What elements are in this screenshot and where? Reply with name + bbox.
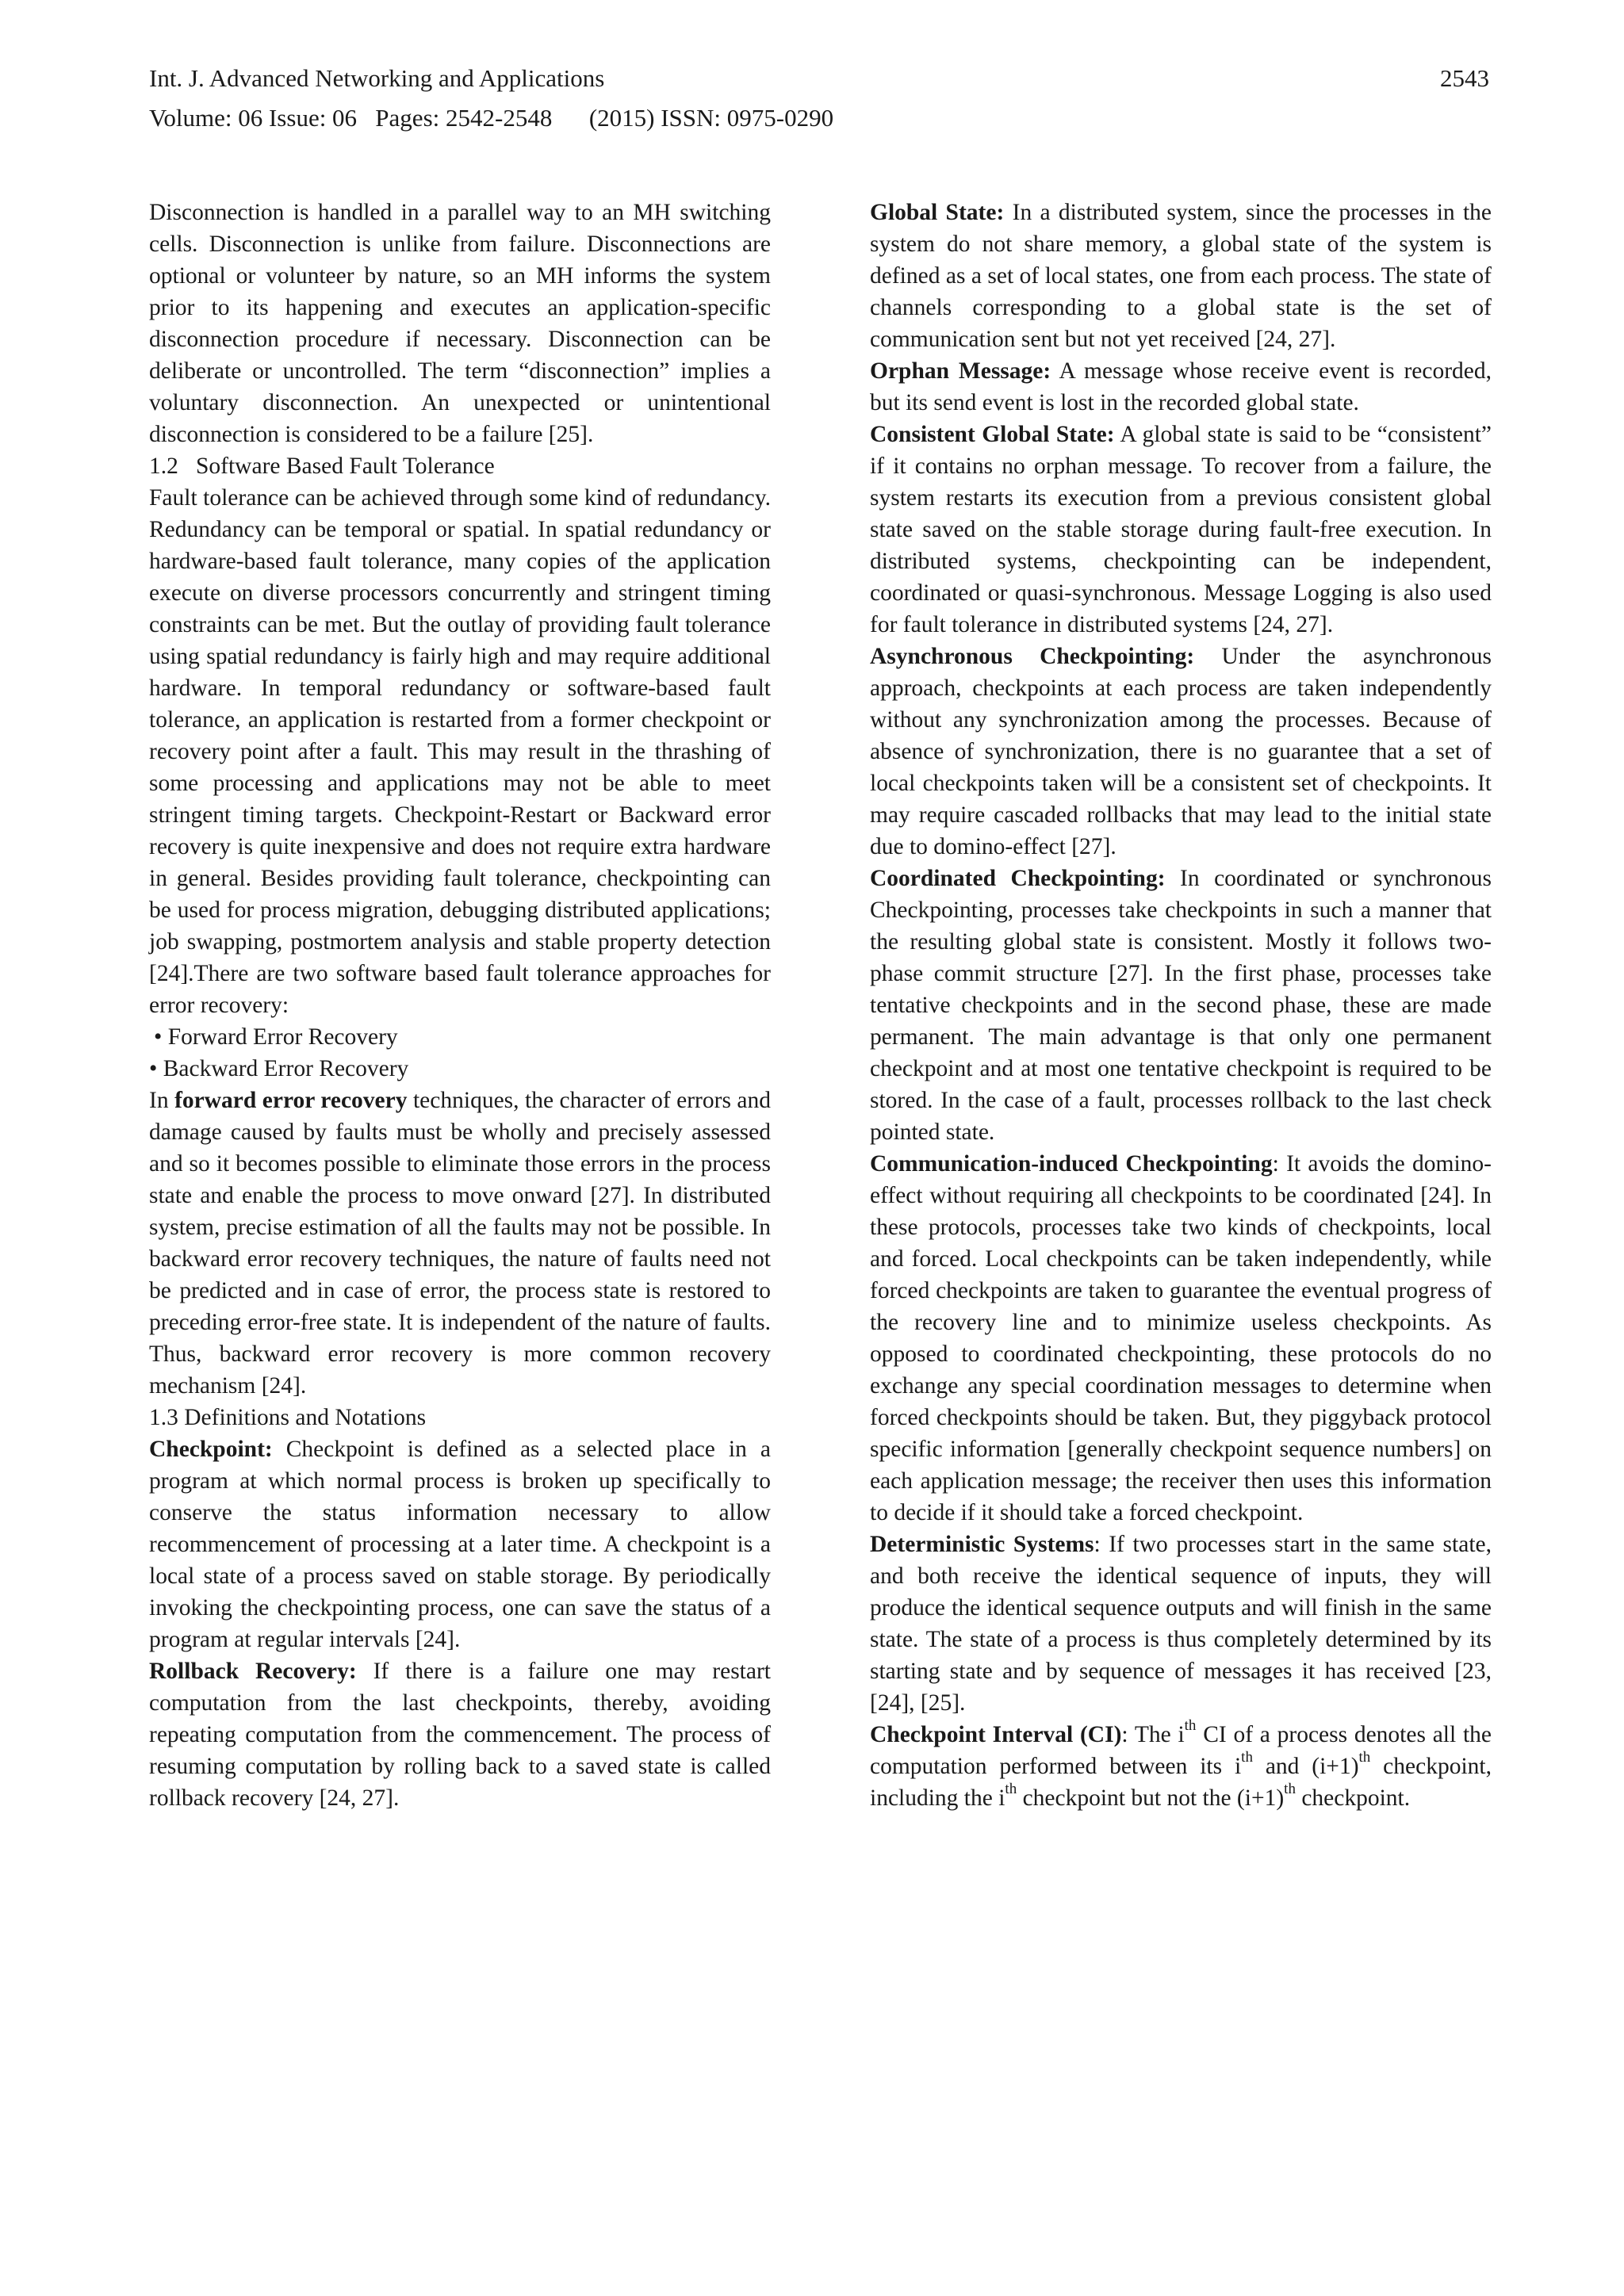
ci-text-6: checkpoint. [1295, 1785, 1411, 1811]
text-deterministic-systems: : If two processes start in the same state, and both receive the identical sequence of inputs, they will produce the identical sequence outputs and will finish in the same state. The state of a process is thus completely determined by its starting state and by sequence of messages it has received [23, [24], [25]. [870, 1532, 1492, 1716]
header-row-1 [149, 59, 1489, 98]
definition-orphan-message [870, 355, 1492, 419]
definition-rollback-recovery [149, 1655, 771, 1814]
fer-text: techniques, the character of errors and damage caused by faults must be wholly and precisely assessed and so it becomes possible to eliminate those errors in the process state and enable the process to move onward [27]. In distributed system, precise estimation of all the faults may not be possible. In backward error recovery techniques, the nature of faults need not be predicted and in case of error, the process state is restored to preceding error-free state. It is independent of the nature of faults. Thus, backward error recovery is more common recovery mechanism [24]. [149, 1088, 771, 1399]
volume-info: Volume: 06 Issue: 06 Pages: 2542-2548 (2015) ISSN: 0975-0290 [149, 104, 834, 132]
text-coordinated-checkpointing: In coordinated or synchronous Checkpointing, processes take checkpoints in such a manner that the resulting global state is consistent. Mostly it follows two-phase commit structure [27]. In the first phase, processes take tentative checkpoints and in the second phase, these are made permanent. The main advantage is that only one permanent checkpoint and at most one tentative checkpoint is required to be stored. In the case of a fault, processes rollback to the last check pointed state. [870, 866, 1492, 1145]
definition-asynchronous-checkpointing [870, 641, 1492, 863]
paragraph-forward-error-recovery [149, 1085, 771, 1402]
page-number: 2543 [1440, 64, 1489, 92]
ci-sup-2: th [1241, 1749, 1253, 1766]
definition-global-state [870, 197, 1492, 355]
term-rollback-recovery: Rollback Recovery: [149, 1659, 357, 1684]
term-asynchronous-checkpointing: Asynchronous Checkpointing: [870, 644, 1195, 669]
section-heading-1-3: 1.3 Definitions and Notations [149, 1405, 427, 1430]
fer-bold-term: forward error recovery [174, 1088, 408, 1113]
term-consistent-global-state: Consistent Global State: [870, 422, 1115, 447]
term-checkpoint: Checkpoint: [149, 1437, 273, 1462]
ci-text-2: CI of a process denotes all the computation performed between its i [870, 1722, 1492, 1779]
definition-checkpoint-interval [870, 1719, 1492, 1814]
definition-coordinated-checkpointing [870, 863, 1492, 1148]
term-coordinated-checkpointing: Coordinated Checkpointing: [870, 866, 1166, 891]
bullet-backward-error-recovery: • Backward Error Recovery [149, 1056, 409, 1081]
paragraph-disconnection: Disconnection is handled in a parallel way to an MH switching cells. Disconnection is unlike from failure. Disconnections are optional or volunteer by nature, so an MH informs the system prior to its happening and executes an application-specific disconnection procedure if necessary. Disconnection can be deliberate or uncontrolled. The term “disconnection” implies a voluntary disconnection. An unexpected or unintentional disconnection is considered to be a failure [25]. [149, 200, 771, 447]
definition-consistent-global-state [870, 419, 1492, 641]
right-column [870, 197, 1492, 1814]
text-consistent-global-state: A global state is said to be “consistent” if it contains no orphan message. To recover from a failure, the system restarts its execution from a previous consistent global state saved on the stable storage during fault-free execution. In distributed systems, checkpointing can be independent, coordinated or quasi-synchronous. Message Logging is also used for fault tolerance in distributed systems [24, 27]. [870, 422, 1492, 637]
ci-text-5: checkpoint but not the (i+1) [1017, 1785, 1285, 1811]
term-orphan-message: Orphan Message: [870, 358, 1051, 384]
bullet-forward-error-recovery: • Forward Error Recovery [154, 1024, 398, 1050]
ci-text-4: checkpoint, including the i [870, 1754, 1492, 1811]
definition-deterministic-systems [870, 1529, 1492, 1719]
ci-sup-1: th [1184, 1717, 1197, 1735]
text-communication-induced-checkpointing: : It avoids the domino-effect without requiring all checkpoints to be coordinated [24]. In these protocols, processes take two kinds of checkpoints, local and forced. Local checkpoints can be taken independently, while forced checkpoints are taken to guarantee the eventual progress of the recovery line and to minimize useless checkpoints. As opposed to coordinated checkpointing, these protocols do no exchange any special coordination messages to determine when forced checkpoints should be taken. But, they piggyback protocol specific information [generally checkpoint sequence numbers] on each application message; the receiver then uses this information to decide if it should take a forced checkpoint. [870, 1151, 1492, 1525]
text-global-state: In a distributed system, since the processes in the system do not share memory, a global state of the system is defined as a set of local states, one from each process. The state of channels corresponding to a global state is the set of communication sent but not yet received [24, 27]. [870, 200, 1492, 352]
term-checkpoint-interval: Checkpoint Interval (CI) [870, 1722, 1122, 1747]
ci-sup-3: th [1358, 1749, 1371, 1766]
text-rollback-recovery: If there is a failure one may restart computation from the last checkpoints, thereby, avoiding repeating computation from the commencement. The process of resuming computation by rolling back to a saved state is called rollback recovery [24, 27]. [149, 1659, 771, 1811]
text-checkpoint: Checkpoint is defined as a selected place in a program at which normal process is broken up specifically to conserve the status information necessary to allow recommencement of processing at a later time. A checkpoint is a local state of a process saved on stable storage. By periodically invoking the checkpointing process, one can save the status of a program at regular intervals [24]. [149, 1437, 771, 1652]
page-header [149, 59, 1489, 138]
ci-text-1: : The i [1121, 1722, 1185, 1747]
header-row-2 [149, 98, 1489, 138]
text-asynchronous-checkpointing: Under the asynchronous approach, checkpoints at each process are taken independently without any synchronization among the processes. Because of absence of synchronization, there is no guarantee that a set of local checkpoints taken will be a consistent set of checkpoints. It may require cascaded rollbacks that may lead to the initial state due to domino-effect [27]. [870, 644, 1492, 859]
section-heading-1-2: 1.2 Software Based Fault Tolerance [149, 453, 495, 479]
term-deterministic-systems: Deterministic Systems [870, 1532, 1094, 1557]
journal-name: Int. J. Advanced Networking and Applications [149, 64, 605, 92]
definition-communication-induced-checkpointing [870, 1148, 1492, 1529]
left-column [149, 197, 771, 1814]
ci-text-3: and (i+1) [1252, 1754, 1359, 1779]
term-global-state: Global State: [870, 200, 1005, 225]
text-orphan-message: A message whose receive event is recorded, but its send event is lost in the recorded global state. [870, 358, 1492, 415]
ci-sup-4: th [1005, 1781, 1017, 1798]
fer-prefix: In [149, 1088, 175, 1113]
term-communication-induced-checkpointing: Communication-induced Checkpointing [870, 1151, 1273, 1177]
paragraph-fault-tolerance: Fault tolerance can be achieved through some kind of redundancy. Redundancy can be temporal or spatial. In spatial redundancy or hardware-based fault tolerance, many copies of the application execute on diverse processors concurrently and stringent timing constraints can be met. But the outlay of providing fault tolerance using spatial redundancy is fairly high and may require additional hardware. In temporal redundancy or software-based fault tolerance, an application is restarted from a former checkpoint or recovery point after a fault. This may result in the thrashing of some processing and applications may not be able to meet stringent timing targets. Checkpoint-Restart or Backward error recovery is quite inexpensive and does not require extra hardware in general. Besides providing fault tolerance, checkpointing can be used for process migration, debugging distributed applications; job swapping, postmortem analysis and stable property detection [24].There are two software based fault tolerance approaches for error recovery: [149, 485, 771, 1018]
definition-checkpoint [149, 1433, 771, 1655]
ci-sup-5: th [1284, 1781, 1296, 1798]
